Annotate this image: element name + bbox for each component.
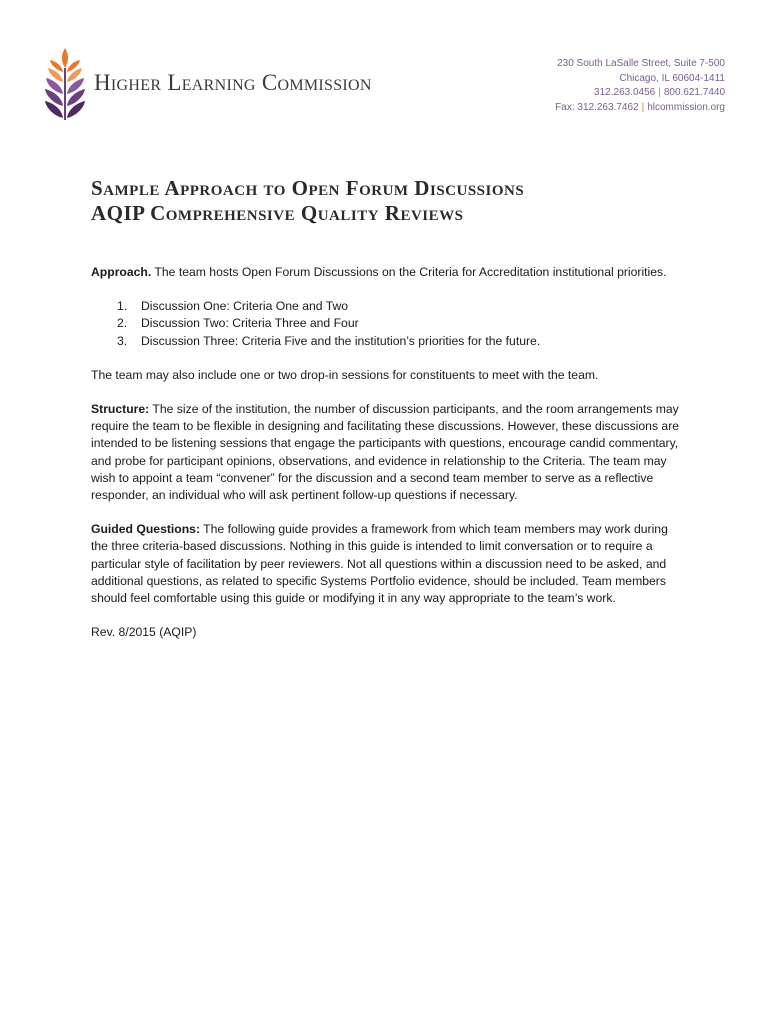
guided-questions-paragraph (91, 521, 686, 607)
separator: | (658, 87, 661, 98)
title-line-1: Sample Approach to Open Forum Discussions (91, 176, 525, 200)
structure-label: Structure: (91, 402, 150, 417)
guided-questions-text: The following guide provides a framework from which team members may work during the three criteria-based discussions. Nothing in this guide is intended to limit conversation or to require a particular style of facilitation by peer reviewers. Not all questions within a discussion need to be asked, and additional questions, as related to specific Systems Portfolio evidence, should be included. Team members should feel comfortable using this guide or modifying it in any way appropriate to the team’s work. (91, 522, 668, 606)
list-number: 3. (117, 333, 128, 348)
fax-number: Fax: 312.263.7462 (555, 101, 639, 113)
list-text: Discussion Two: Criteria Three and Four (141, 316, 359, 331)
org-name: Higher Learning Commission (94, 70, 372, 95)
list-text: Discussion One: Criteria One and Two (141, 299, 349, 314)
address-street: 230 South LaSalle Street, Suite 7-500 (557, 58, 725, 69)
hlc-logo-icon (44, 48, 86, 120)
discussion-list (91, 298, 686, 350)
approach-text: The team hosts Open Forum Discussions on the Criteria for Accreditation institutional priorities. (151, 265, 667, 279)
address-fax-web (555, 101, 725, 116)
structure-text: The size of the institution, the number of discussion participants, and the room arrangements may require the team to be flexible in designing and facilitating these discussions. However, these discussions are intended to be listening sessions that engage the participants with questions, encourage candid commentary, and probe for participant opinions, observations, and evidence in relationship to the Criteria. The team may wish to appoint a team “convener” for the discussion and a second team member to serve as a reflective responder, an individual who will ask pertinent follow-up questions if necessary. (91, 402, 680, 503)
list-text: Discussion Three: Criteria Five and the institution’s priorities for the future. (141, 333, 541, 348)
list-item (91, 298, 686, 315)
phone-primary: 312.263.0456 (594, 87, 656, 98)
list-item (91, 333, 686, 350)
address-phones (555, 86, 725, 101)
separator: | (641, 101, 645, 113)
dropin-paragraph: The team may also include one or two drop-in sessions for constituents to meet with the team. (91, 367, 599, 382)
title-line-2: AQIP Comprehensive Quality Reviews (91, 201, 464, 225)
guided-questions-label: Guided Questions: (91, 522, 201, 537)
document-body (91, 264, 686, 658)
revision-note: Rev. 8/2015 (AQIP) (91, 625, 197, 640)
website: hlcommission.org (647, 101, 725, 113)
approach-label: Approach. (91, 265, 152, 279)
approach-paragraph (91, 264, 686, 281)
document-title (91, 176, 524, 226)
phone-tollfree: 800.621.7440 (663, 87, 725, 98)
list-item (91, 315, 686, 332)
address-block (555, 57, 725, 115)
address-city: Chicago, IL 60604-1411 (619, 72, 725, 84)
list-number: 1. (117, 299, 128, 314)
list-number: 2. (117, 316, 128, 331)
structure-paragraph (91, 401, 686, 504)
